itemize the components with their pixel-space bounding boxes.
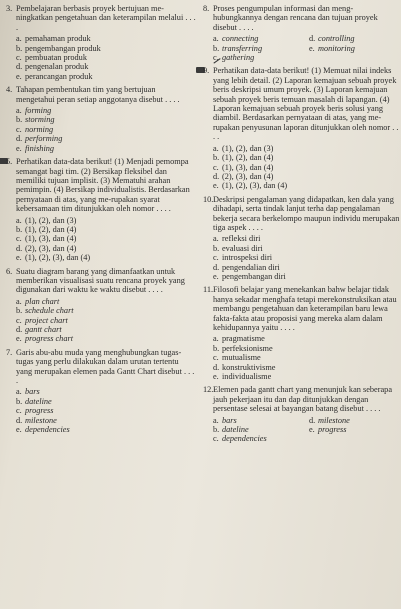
option-letter: e. [213,271,219,281]
option-letter: e. [16,334,22,344]
answer-options [16,106,196,153]
answer-option[interactable] [16,244,196,253]
option-letter: a. [16,34,22,44]
answer-option[interactable] [16,316,196,325]
answer-option[interactable] [213,44,305,53]
option-letter: b. [213,343,220,353]
question-text: Perhatikan data-data berikut! (1) Memuat nilai indeks yang lebih detail. (2) Laporan kemajuan sebuah proyek beris deskripsi umum proyek. (3) Laporan kemajuan sebuah proyek beris temuan masalah di lapangan. (4) Laporan kemajuan sebuah proyek beris solusi yang diambil. Berdasarkan pernyataan di atas, yang me-rupakan penyusunan laporan ditunjukkan oleh nomor . . . . [213,66,399,142]
option-text: progress [318,425,347,435]
option-letter: b. [16,43,23,53]
answer-option[interactable] [309,416,401,425]
answer-option[interactable] [309,425,401,434]
answer-option[interactable] [213,34,305,43]
option-letter: a. [213,34,219,44]
question-text: Proses pengumpulan informasi dan meng-hubungkannya dengan rencana dan tujuan proyek disebut . . . . [213,4,378,32]
option-text: dependencies [25,425,70,435]
answer-options [213,234,401,281]
option-text: milestone [25,415,57,425]
right-column [203,4,401,448]
question-11 [203,285,401,381]
option-text: storming [25,115,55,125]
option-letter: a. [213,234,219,244]
answer-option[interactable] [16,416,196,425]
option-text: dateline [25,396,52,406]
option-text: bars [25,387,40,397]
answer-option[interactable] [16,44,196,53]
answer-options [213,144,401,191]
answer-option[interactable] [213,372,401,381]
answer-option[interactable] [213,344,401,353]
question-5 [6,157,196,262]
answer-option[interactable] [213,172,401,181]
option-text: perancangan produk [25,71,93,81]
answer-option[interactable] [16,134,196,143]
option-text: progress chart [25,334,74,344]
option-letter: d. [213,362,220,372]
question-text: Tahapan pembentukan tim yang bertujuan mengetahui peran setiap anggotanya disebut . . . . [16,85,180,104]
option-text: finishing [25,143,55,153]
answer-option[interactable] [16,234,196,243]
option-text: (1), (2), dan (3) [25,215,77,225]
option-text: forming [25,106,52,116]
answer-option[interactable] [16,425,196,434]
question-number: 9. [203,66,210,76]
answer-option[interactable] [213,334,401,343]
option-letter: d. [213,171,220,181]
option-letter: c. [213,53,219,63]
option-letter: a. [213,334,219,344]
question-number: 6. [6,266,13,276]
answer-option[interactable] [16,53,196,62]
option-letter: b. [16,224,23,234]
answer-option[interactable] [16,306,196,315]
answer-option[interactable] [16,125,196,134]
option-text: pengenalan produk [25,62,89,72]
question-text: Elemen pada gantt chart yang menunjuk kan seberapa jauh pekerjaan itu dan dap ditunjukkan dengan persentase selesai at bayangan batang disebut . . . . [213,385,393,414]
option-letter: d. [309,34,316,44]
answer-option[interactable] [16,387,196,396]
answer-option[interactable] [309,34,401,43]
option-letter: b. [16,306,23,316]
answer-option[interactable] [213,181,401,190]
answer-option[interactable] [16,34,196,43]
answer-option[interactable] [213,353,401,362]
answer-option[interactable] [16,106,196,115]
option-letter: b. [213,43,220,53]
answer-option[interactable] [16,144,196,153]
option-letter: c. [213,162,219,172]
question-8 [203,4,401,62]
option-text: schedule chart [25,306,74,316]
question-text: Deskripsi pengalaman yang didapatkan, ken dala yang dihadapi, serta tindak lanjut terha dap pengalaman bekerja secara berkelompo maupun individu merupakan tiga aspek . . . . [213,194,400,232]
answer-option[interactable] [16,62,196,71]
option-text: (1), (3), dan (4) [25,234,77,244]
option-text: individualisme [222,372,272,382]
option-text: mutualisme [222,353,261,363]
question-number: 5. [6,157,13,167]
option-letter: a. [16,387,22,397]
option-letter: e. [309,425,315,435]
question-text: Perhatikan data-data berikut! (1) Menjadi pemompa semangat bagi tim. (2) Bersikap fleksibel dan memiliki tujuan implisit. (3) Mematuhi arahan pemimpin. (4) Bersikap individualistis. Berdasarkan pernyataan di atas, yang me-rupakan syarat kebersamaan tim ditunjukkan oleh nomor . . . . [16,157,190,214]
option-letter: d. [16,415,23,425]
option-letter: c. [16,53,22,63]
answer-option[interactable] [16,115,196,124]
option-text: (1), (2), (3), dan (4) [25,253,91,263]
answer-option[interactable] [213,263,401,272]
question-9 [203,66,401,190]
option-letter: d. [16,62,23,72]
question-number: 4. [6,85,13,95]
question-number: 7. [6,347,13,357]
left-column [6,4,196,438]
option-letter: d. [213,262,220,272]
answer-option[interactable] [16,216,196,225]
option-letter: a. [16,296,22,306]
option-text: project chart [25,315,68,325]
answer-option[interactable] [213,144,401,153]
option-letter: c. [16,406,22,416]
option-text: milestone [318,415,350,425]
answer-option[interactable] [213,244,401,253]
question-3 [6,4,196,81]
answer-option[interactable] [16,72,196,81]
option-letter: d. [16,134,23,144]
answer-options [16,34,196,81]
answer-option[interactable] [16,334,196,343]
answer-option[interactable] [16,297,196,306]
answer-option[interactable] [213,234,401,243]
answer-option[interactable] [213,434,305,443]
answer-option[interactable] [213,272,401,281]
option-text: pemahaman produk [25,34,91,44]
option-text: dependencies [222,434,267,444]
option-letter: e. [16,71,22,81]
option-text: introspeksi diri [222,253,273,263]
option-letter: b. [16,396,23,406]
answer-option[interactable] [309,44,401,53]
answer-option[interactable] [16,406,196,415]
option-letter: e. [213,372,219,382]
answer-option[interactable] [213,53,305,62]
answer-option[interactable] [213,163,401,172]
answer-option[interactable] [16,397,196,406]
answer-options [16,297,196,344]
option-letter: e. [16,425,22,435]
question-number: 3. [6,4,13,13]
option-text: gantt chart [25,325,62,334]
question-7 [6,348,196,435]
option-letter: c. [213,353,219,363]
answer-option[interactable] [16,225,196,234]
option-text: gathering [222,53,255,63]
question-10 [203,195,401,282]
answer-options [213,416,401,444]
option-letter: a. [213,143,219,153]
question-number: 11. [203,285,214,295]
option-text: progress [25,406,54,416]
answer-option[interactable] [213,253,401,262]
answer-options [213,334,401,381]
option-text: pembuatan produk [25,53,87,63]
answer-option[interactable] [213,425,305,434]
option-text: norming [25,124,54,134]
answer-option[interactable] [16,253,196,262]
question-4 [6,85,196,153]
option-text: (1), (3), dan (4) [222,162,274,172]
option-text: connecting [222,34,259,44]
question-text: Filosofi belajar yang menekankan bahw belajar tidak hanya sekadar menghafa tetapi merekonstruksikan atau membangu pengetahuan dan keterampilan baru lewa fakta-fakta atau proposisi yang mereka alam dalam kehidupannya yaitu . . . . [213,285,397,332]
option-letter: a. [16,106,22,116]
option-text: evaluasi diri [222,243,263,253]
question-text: Garis abu-abu muda yang menghubungkan tugas-tugas yang perlu dilakukan dalam urutan tertentu yang merupakan elemen pada Gantt Chart disebut . . . . [16,347,195,386]
option-letter: e. [213,181,219,191]
option-letter: e. [309,43,315,53]
option-text: plan chart [25,296,60,306]
option-text: performing [25,134,63,144]
option-letter: a. [213,415,219,425]
option-text: (1), (2), dan (4) [222,153,274,163]
option-letter: d. [16,325,23,334]
option-text: pragmatisme [222,334,265,344]
option-text: dateline [222,425,249,435]
option-text: (2), (3), dan (4) [222,171,274,181]
option-letter: b. [213,425,220,435]
option-letter: c. [213,253,219,263]
answer-options [213,34,401,62]
answer-option[interactable] [213,153,401,162]
option-letter: d. [309,415,316,425]
option-text: konstruktivisme [222,362,276,372]
option-text: pengembangan produk [25,43,101,53]
option-text: (1), (2), dan (4) [25,224,77,234]
option-text: transferring [222,43,263,53]
question-number: 8. [203,4,210,13]
option-letter: e. [16,253,22,263]
option-letter: d. [16,243,23,253]
option-text: monitoring [318,43,355,53]
option-letter: e. [16,143,22,153]
option-letter: c. [16,124,22,134]
answer-option[interactable] [16,325,196,334]
option-text: refleksi diri [222,234,261,244]
answer-options [16,216,196,263]
question-number: 10. [203,194,214,204]
option-letter: b. [213,153,220,163]
option-text: controlling [318,34,355,44]
answer-options [16,387,196,434]
option-text: (1), (2), dan (3) [222,143,274,153]
question-number: 12. [203,385,214,395]
option-letter: b. [213,243,220,253]
question-text: Suatu diagram barang yang dimanfaatkan untuk memberikan visualisasi suatu rencana proyek yang digunakan dari waktu ke waktu disebut . . . . [16,266,185,295]
question-6 [6,267,196,344]
option-text: (2), (3), dan (4) [25,243,77,253]
option-letter: c. [213,434,219,444]
question-12 [203,385,401,443]
option-letter: c. [16,234,22,244]
answer-option[interactable] [213,416,305,425]
question-text: Pembelajaran berbasis proyek bertujuan me-ningkatkan pengetahuan dan keterampilan melalui . . . . [16,4,196,32]
answer-option[interactable] [213,363,401,372]
option-text: perfeksionisme [222,343,273,353]
option-letter: a. [16,215,22,225]
option-text: pengendalian diri [222,262,280,272]
option-letter: c. [16,315,22,325]
option-text: (1), (2), (3), dan (4) [222,181,288,191]
option-text: bars [222,415,237,425]
option-letter: b. [16,115,23,125]
option-text: pengembangan diri [222,271,286,281]
